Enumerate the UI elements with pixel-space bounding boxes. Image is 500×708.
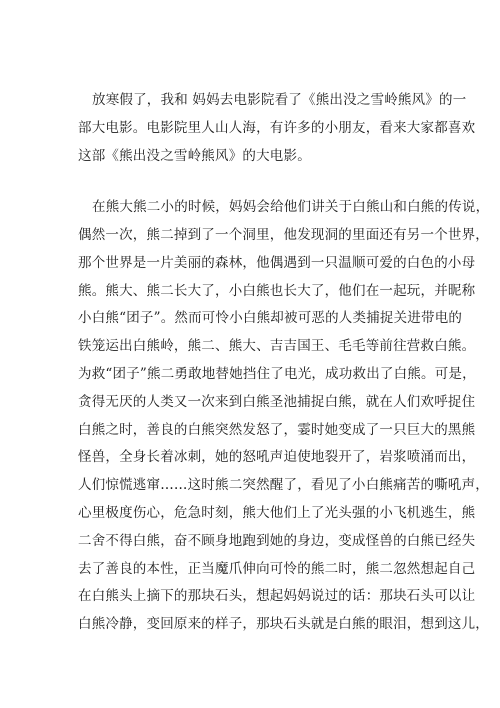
- text-line: 人们惊慌逃窜……这时熊二突然醒了，看见了小白熊痛苦的嘶吼声，: [78, 477, 489, 493]
- text-line: 在熊大熊二小的时候，妈妈会给他们讲关于白熊山和白熊的传说，: [92, 199, 490, 215]
- text-line: 去了善良的本性，正当魔爪伸向可怜的熊二时，熊二忽然想起自己: [78, 561, 476, 577]
- text-line: 白熊冷静，变回原来的样子，那块石头就是白熊的眼泪，想到这儿，: [78, 616, 489, 632]
- text-line: 那个世界是一片美丽的森林，他偶遇到一只温顺可爱的白色的小母: [78, 255, 476, 271]
- text-line: 铁笼运出白熊岭，熊二、熊大、吉吉国王、毛毛等前往营救白熊。: [78, 338, 476, 354]
- text-line: 在白熊头上摘下的那块石头，想起妈妈说过的话：那块石头可以让: [78, 588, 476, 604]
- text-line: 部大电影。电影院里人山人海，有许多的小朋友，看来大家都喜欢: [78, 120, 476, 136]
- text-line: 放寒假了，我和 妈妈去电影院看了《熊出没之雪岭熊风》的一: [92, 92, 467, 108]
- text-line: 贪得无厌的人类又一次来到白熊圣池捕捉白熊，就在人们欢呼捉住: [78, 394, 476, 410]
- text-line: 二舍不得白熊，奋不顾身地跑到她的身边，变成怪兽的白熊已经失: [78, 533, 476, 549]
- text-line: 偶然一次，熊二掉到了一个洞里，他发现洞的里面还有另一个世界，: [78, 227, 489, 243]
- text-line: 心里极度伤心，危急时刻，熊大他们上了光头强的小飞机逃生，熊: [78, 505, 476, 521]
- text-line: 为救“团子”熊二勇敢地替她挡住了电光，成功救出了白熊。可是，: [78, 366, 476, 382]
- text-line: 小白熊“团子”。然而可怜小白熊却被可恶的人类捕捉关进带电的: [78, 310, 463, 326]
- text-line: 这部《熊出没之雪岭熊风》的大电影。: [78, 148, 311, 164]
- text-line: 熊。熊大、熊二长大了，小白熊也长大了，他们在一起玩，并昵称: [78, 283, 476, 299]
- text-line: 白熊之时，善良的白熊突然发怒了，霎时她变成了一只巨大的黑熊: [78, 422, 476, 438]
- text-line: 怪兽，全身长着冰刺，她的怒吼声迫使地裂开了，岩浆喷涌而出，: [78, 449, 476, 465]
